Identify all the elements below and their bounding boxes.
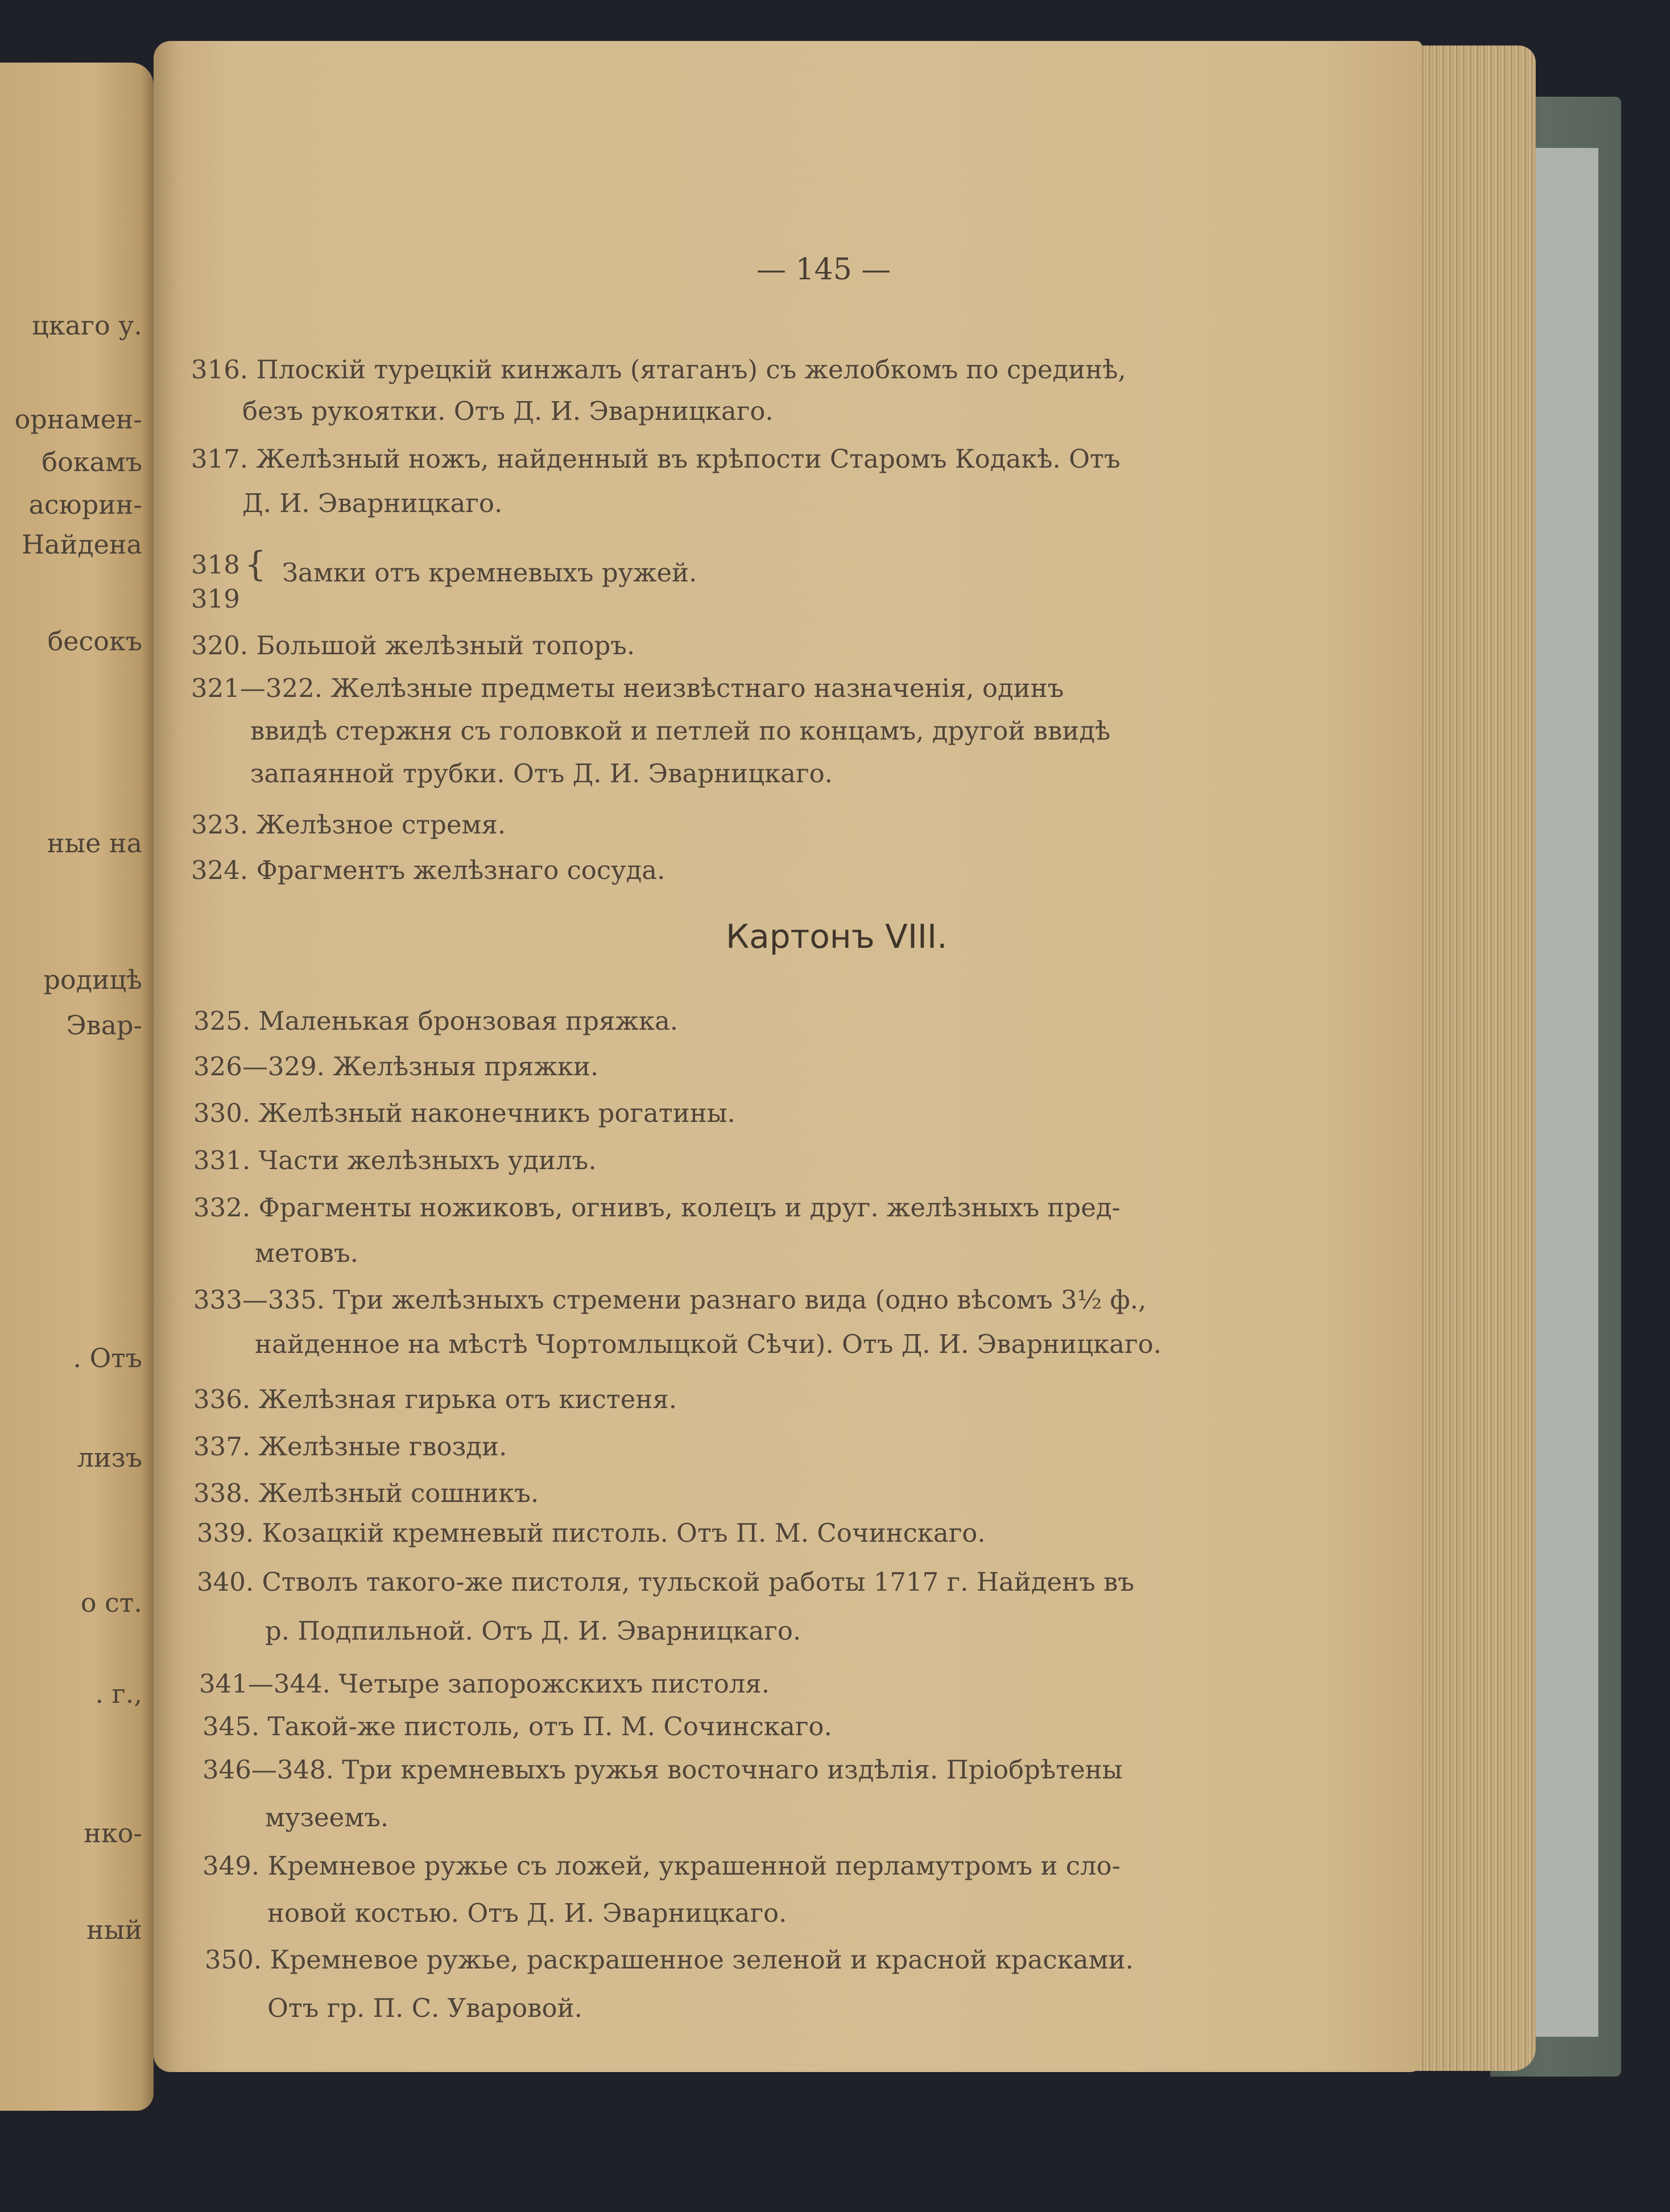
catalog-entry: 345. Такой-же пистоль, отъ П. М. Сочинскаго. (202, 1711, 832, 1741)
catalog-entry-continuation: новой костью. Отъ Д. И. Эварницкаго. (267, 1898, 787, 1928)
catalog-entry-continuation: Отъ гр. П. С. Уваровой. (267, 1993, 582, 2023)
catalog-entry: 349. Кремневое ружье съ ложей, украшенной перламутромъ и сло- (202, 1851, 1121, 1881)
catalog-entry: 333—335. Три желѣзныхъ стремени разнаго вида (одно вѣсомъ 3½ ф., (193, 1285, 1147, 1315)
catalog-entry: 317. Желѣзный ножъ, найденный въ крѣпости Старомъ Кодакѣ. Отъ (191, 444, 1121, 474)
catalog-entry: 321—322. Желѣзные предметы неизвѣстнаго назначенія, одинъ (191, 673, 1064, 703)
catalog-entry: 316. Плоскій турецкій кинжалъ (ятаганъ) съ желобкомъ по срединѣ, (191, 354, 1126, 385)
catalog-entry: 339. Козацкій кремневый пистоль. Отъ П. М. Сочинскаго. (197, 1518, 986, 1548)
cover-endpaper (1536, 148, 1598, 2037)
catalog-entry: 331. Части желѣзныхъ удилъ. (193, 1145, 597, 1175)
left-page (0, 63, 154, 2111)
catalog-entry: 346—348. Три кремневыхъ ружья восточнаго издѣлія. Пріобрѣтены (202, 1755, 1123, 1785)
left-page-line: . г., (95, 1678, 142, 1709)
catalog-entry: 350. Кремневое ружье, раскрашенное зеленой и красной красками. (205, 1945, 1134, 1975)
catalog-entry: 341—344. Четыре запорожскихъ пистоля. (199, 1669, 770, 1699)
catalog-entry-continuation: безъ рукоятки. Отъ Д. И. Эварницкаго. (242, 396, 774, 426)
catalog-entry: 337. Желѣзные гвозди. (193, 1431, 507, 1462)
catalog-entry-continuation: р. Подпильной. Отъ Д. И. Эварницкаго. (265, 1616, 801, 1646)
catalog-entry-number: 318 (191, 550, 240, 580)
catalog-entry: 336. Желѣзная гирька отъ кистеня. (193, 1384, 677, 1414)
catalog-entry-continuation: найденное на мѣстѣ Чортомлыцкой Сѣчи). Отъ Д. И. Эварницкаго. (255, 1329, 1161, 1359)
left-page-line: ные на (47, 828, 142, 859)
section-heading: Картонъ VIII. (726, 917, 948, 956)
catalog-entry: 326—329. Желѣзныя пряжки. (193, 1051, 599, 1082)
right-page (154, 41, 1422, 2072)
catalog-entry: Замки отъ кремневыхъ ружей. (282, 558, 697, 588)
left-page-line: бокамъ (42, 447, 142, 477)
left-page-line: . Отъ (73, 1343, 142, 1373)
left-page-line: цкаго у. (32, 310, 142, 341)
catalog-entry: 325. Маленькая бронзовая пряжка. (193, 1006, 679, 1036)
left-page-line: родицѣ (43, 964, 142, 995)
catalog-entry: 338. Желѣзный сошникъ. (193, 1478, 539, 1508)
catalog-entry: 323. Желѣзное стремя. (191, 810, 506, 840)
catalog-entry-continuation: музеемъ. (265, 1802, 389, 1833)
brace-bracket: { (245, 544, 267, 584)
catalog-entry-number: 319 (191, 584, 240, 614)
left-page-line: бесокъ (47, 626, 142, 657)
catalog-entry: 332. Фрагменты ножиковъ, огнивъ, колецъ и друг. желѣзныхъ пред- (193, 1192, 1121, 1223)
page-block-edges (1411, 46, 1536, 2071)
left-page-line: лизъ (77, 1442, 142, 1473)
left-page-line: о ст. (80, 1587, 142, 1618)
catalog-entry-continuation: метовъ. (255, 1238, 358, 1268)
catalog-entry: 330. Желѣзный наконечникъ рогатины. (193, 1098, 735, 1128)
left-page-line: нко- (84, 1818, 142, 1848)
catalog-entry-continuation: запаянной трубки. Отъ Д. И. Эварницкаго. (250, 758, 833, 789)
catalog-entry: 340. Стволъ такого-же пистоля, тульской работы 1717 г. Найденъ въ (197, 1567, 1134, 1597)
left-page-line: асюрин- (28, 489, 142, 520)
catalog-entry-continuation: ввидѣ стержня съ головкой и петлей по концамъ, другой ввидѣ (250, 716, 1111, 746)
left-page-line: Найдена (22, 529, 142, 560)
catalog-entry: 324. Фрагментъ желѣзнаго сосуда. (191, 855, 665, 885)
page-number: — 145 — (757, 253, 891, 287)
catalog-entry-continuation: Д. И. Эварницкаго. (242, 488, 503, 518)
left-page-line: ный (86, 1914, 142, 1945)
left-page-line: Эвар- (66, 1010, 142, 1041)
left-page-line: орнамен- (14, 404, 142, 435)
catalog-entry: 320. Большой желѣзный топоръ. (191, 630, 635, 661)
